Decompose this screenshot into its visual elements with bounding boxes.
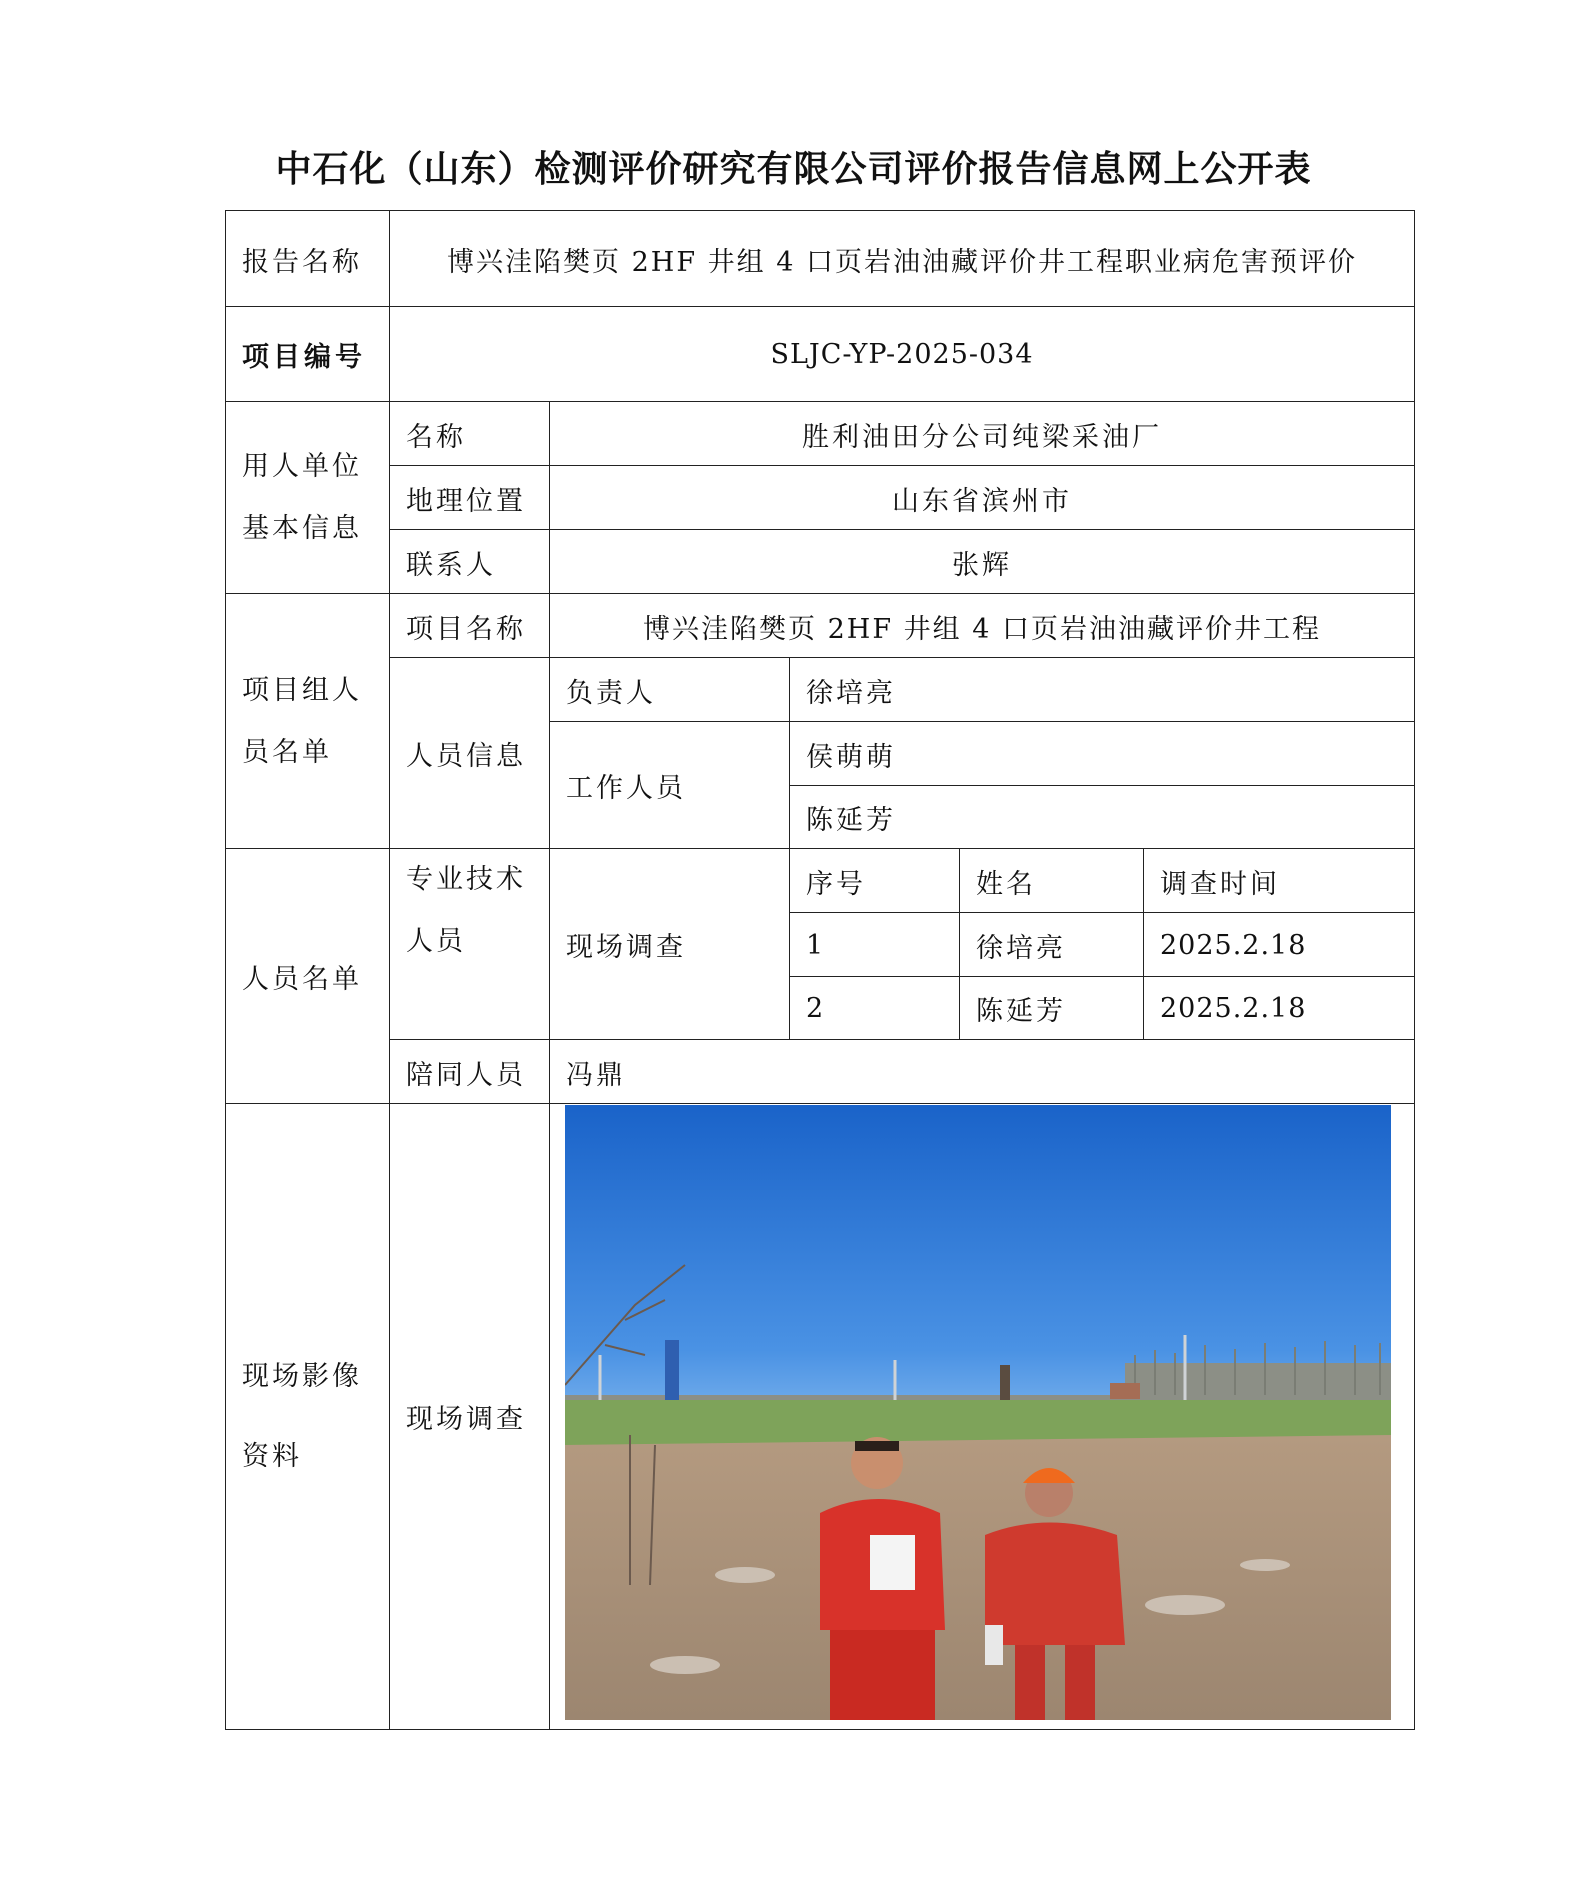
table-row-name: 陈延芳 [959,976,1145,1041]
tech-staff-label: 专业技术 人员 [389,848,551,1041]
accompany-label: 陪同人员 [389,1039,551,1105]
leader-value: 徐培亮 [789,657,1415,723]
accompany-value: 冯鼎 [549,1039,1415,1105]
header-no: 序号 [789,848,961,914]
employer-name-label: 名称 [389,401,551,467]
site-survey-label: 现场调查 [389,1103,551,1730]
project-name-label: 项目名称 [389,593,551,659]
table-row-no: 1 [789,912,961,978]
personnel-info-label: 人员信息 [389,657,551,850]
report-name-value: 博兴洼陷樊页 2HF 井组 4 口页岩油油藏评价井工程职业病危害预评价 [389,210,1415,308]
site-images-label: 现场影像 资料 [225,1103,391,1730]
project-team-label: 项目组人 员名单 [225,593,391,850]
staff-label: 工作人员 [549,721,791,850]
table-row-date: 2025.2.18 [1143,976,1415,1041]
personnel-list-label: 人员名单 [225,848,391,1105]
survey-label: 现场调查 [549,848,791,1041]
site-photo [565,1105,1391,1720]
project-number-value: SLJC-YP-2025-034 [389,306,1415,403]
staff-member: 陈延芳 [789,785,1415,850]
location-label: 地理位置 [389,465,551,531]
contact-label: 联系人 [389,529,551,595]
header-name: 姓名 [959,848,1145,914]
leader-label: 负责人 [549,657,791,723]
table-row-no: 2 [789,976,961,1041]
page-title: 中石化（山东）检测评价研究有限公司评价报告信息网上公开表 [275,149,1312,190]
report-name-label: 报告名称 [225,210,391,308]
staff-member: 侯萌萌 [789,721,1415,787]
project-name-value: 博兴洼陷樊页 2HF 井组 4 口页岩油油藏评价井工程 [549,593,1415,659]
table-row-date: 2025.2.18 [1143,912,1415,978]
project-number-label: 项目编号 [225,306,391,403]
header-date: 调查时间 [1143,848,1415,914]
table-row-name: 徐培亮 [959,912,1145,978]
contact-value: 张辉 [549,529,1415,595]
employer-label: 用人单位 基本信息 [225,401,391,595]
employer-name-value: 胜利油田分公司纯梁采油厂 [549,401,1415,467]
location-value: 山东省滨州市 [549,465,1415,531]
